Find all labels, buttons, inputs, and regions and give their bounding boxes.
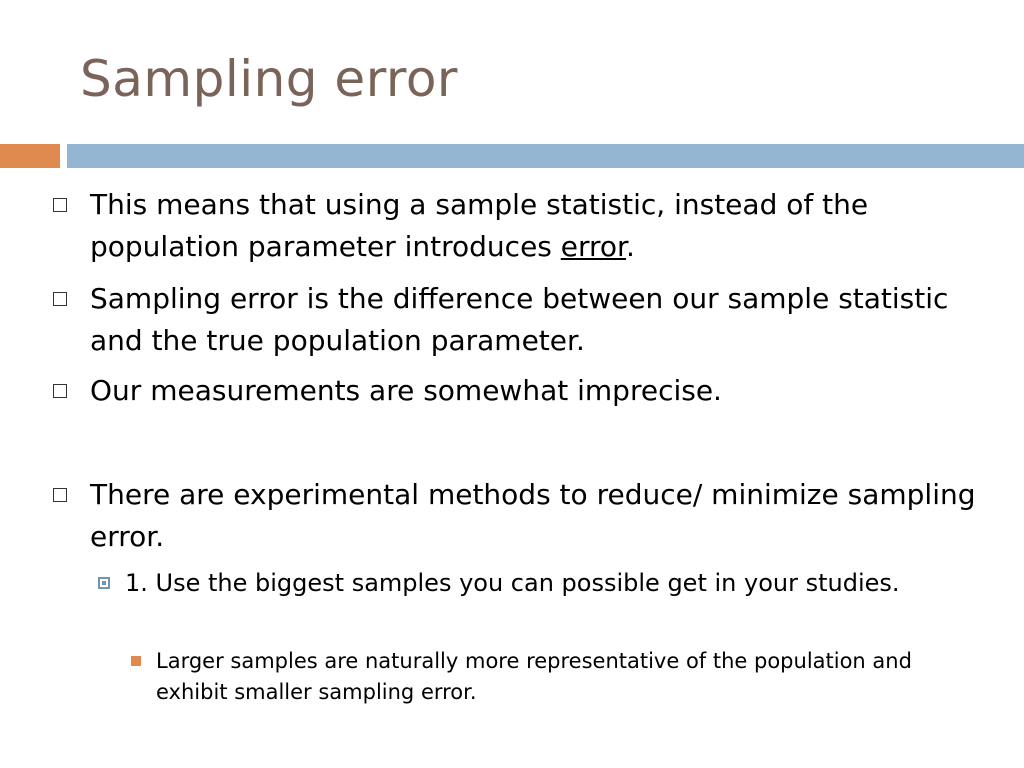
accent-bar-blue <box>67 144 1024 168</box>
slide-title: Sampling error <box>80 50 458 108</box>
bullet-1 <box>90 184 990 268</box>
square-bullet-icon <box>53 292 67 306</box>
sub-sub-bullet-1 <box>156 646 976 708</box>
bullet-1-end: . <box>626 230 635 263</box>
square-bullet-icon <box>53 488 67 502</box>
bullet-2-text: Sampling error is the difference between our sample statistic and the true population parameter. <box>90 282 949 357</box>
sub-bullet-1-text: 1. Use the biggest samples you can possible get in your studies. <box>125 569 900 597</box>
bullet-1-emphasis: error <box>560 230 626 263</box>
bullet-4-text: There are experimental methods to reduce/ minimize sampling error. <box>90 478 976 553</box>
sub-bullet-1 <box>125 565 985 601</box>
blue-square-bullet-icon <box>98 577 110 589</box>
bullet-1-text: This means that using a sample statistic, instead of the population parameter introduces <box>90 188 869 263</box>
sub-sub-bullet-1-text: Larger samples are naturally more representative of the population and exhibit smaller sampling error. <box>156 649 912 704</box>
bullet-3 <box>90 370 990 412</box>
square-bullet-icon <box>53 198 67 212</box>
bullet-2 <box>90 278 990 362</box>
bullet-4 <box>90 474 990 558</box>
square-bullet-icon <box>53 384 67 398</box>
orange-square-bullet-icon <box>131 656 141 666</box>
accent-bar-orange <box>0 144 60 168</box>
bullet-3-text: Our measurements are somewhat imprecise. <box>90 374 722 407</box>
